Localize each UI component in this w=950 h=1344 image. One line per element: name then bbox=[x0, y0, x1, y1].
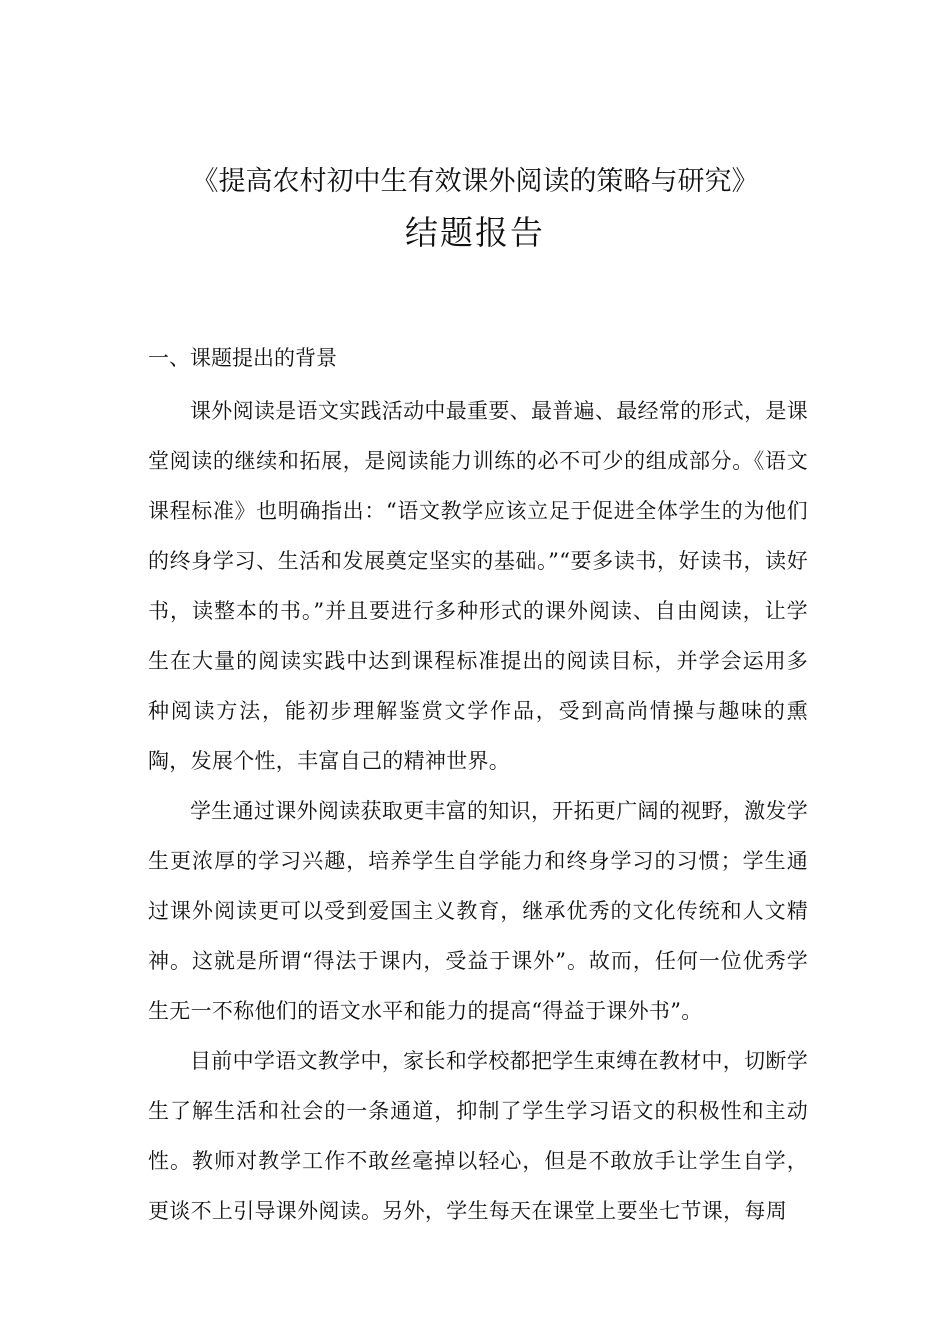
body-text bbox=[148, 336, 808, 1236]
paragraph-1: 课外阅读是语文实践活动中最重要、最普遍、最经常的形式，是课堂阅读的继续和拓展，是阅读能力训练的必不可少的组成部分。《语文课程标准》也明确指出：“语文教学应该立足于促进全体学生的为他们的终身学习、生活和发展奠定坚实的基础。”“要多读书，好读书，读好书，读整本的书。”并且要进行多种形式的课外阅读、自由阅读，让学生在大量的阅读实践中达到课程标准提出的阅读目标，并学会运用多种阅读方法，能初步理解鉴赏文学作品，受到高尚情操与趣味的熏陶，发展个性，丰富自己的精神世界。 bbox=[148, 399, 808, 773]
report-subtitle: 结题报告 bbox=[405, 213, 545, 252]
report-title: 《提高农村初中生有效课外阅读的策略与研究》 bbox=[191, 166, 759, 197]
paragraph-2: 学生通过课外阅读获取更丰富的知识，开拓更广阔的视野，激发学生更浓厚的学习兴趣，培养学生自学能力和终身学习的习惯；学生通过课外阅读更可以受到爱国主义教育，继承优秀的文化传统和人文精神。这就是所谓“得法于课内，受益于课外”。故而，任何一位优秀学生无一不称他们的语文水平和能力的提高“得益于课外书”。 bbox=[148, 799, 808, 1023]
paragraph-3: 目前中学语文教学中，家长和学校都把学生束缚在教材中，切断学生了解生活和社会的一条通道，抑制了学生学习语文的积极性和主动性。教师对教学工作不敢丝毫掉以轻心，但是不敢放手让学生自学，更谈不上引导课外阅读。另外，学生每天在课堂上要坐七节课，每周 bbox=[148, 1049, 808, 1223]
title-block bbox=[0, 160, 950, 258]
section-heading: 一、课题提出的背景 bbox=[148, 346, 337, 370]
